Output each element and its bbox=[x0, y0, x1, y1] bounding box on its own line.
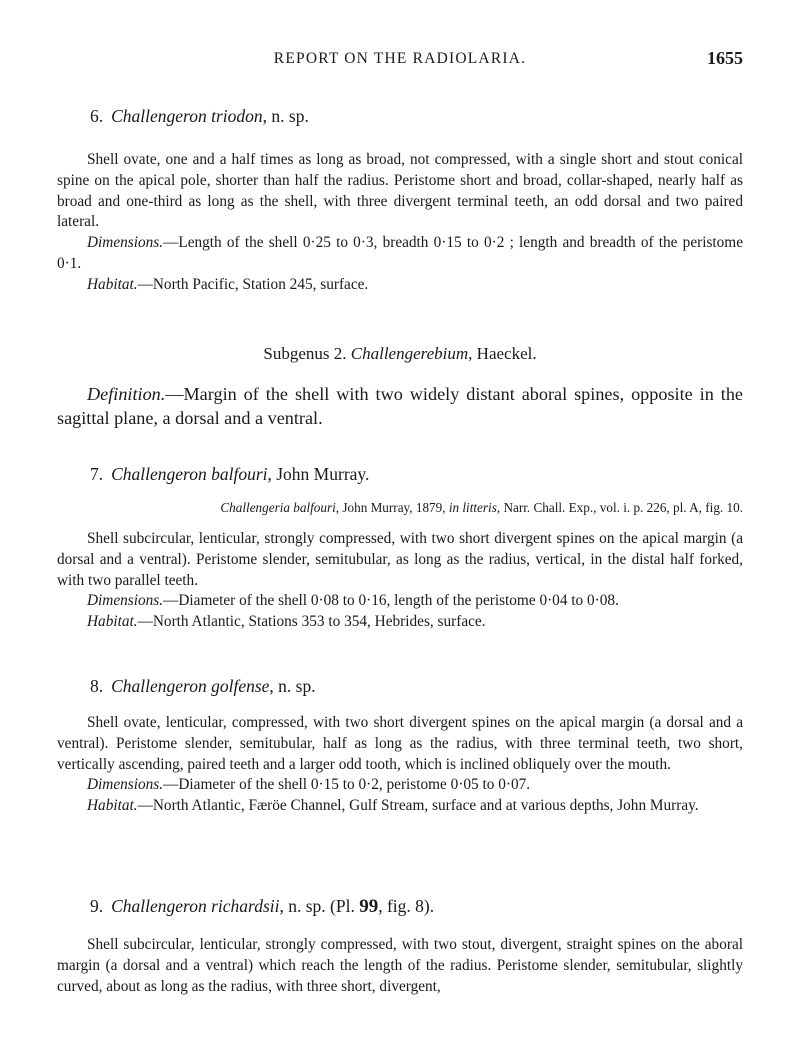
species-9-name: Challengeron richardsii bbox=[111, 896, 280, 916]
running-header bbox=[57, 48, 743, 72]
species-6-name: Challengeron triodon bbox=[111, 106, 263, 126]
subgenus-definition bbox=[57, 382, 743, 430]
species-7-name: Challengeron balfouri bbox=[111, 464, 268, 484]
species-6-description: Shell ovate, one and a half times as long as broad, not compressed, with a single short and stout conical spine on the apical pole, shorter than half the radius. Peristome short and broad, collar-shaped, nearly half as broad and one-third as long as the shell, with three divergent terminal teeth, an odd dorsal and two paired lateral. bbox=[57, 151, 743, 231]
species-8-name: Challengeron golfense bbox=[111, 676, 270, 696]
species-9-description: Shell subcircular, lenticular, strongly compressed, with two stout, divergent, straight spines on the aboral margin (a dorsal and a ventral) which reach the length of the radius. Peristome slender, semitubular, slightly curved, about as long as the radius, with three short, divergent, bbox=[57, 936, 743, 995]
subgenus-name: Challengerebium bbox=[350, 344, 469, 363]
species-6-body bbox=[57, 150, 743, 296]
species-9-heading: 9. Challengeron richardsii, n. sp. (Pl. 99, fig. 8). bbox=[90, 896, 435, 917]
definition-text: —Margin of the shell with two widely distant aboral spines, opposite in the sagittal plane, a dorsal and a ventral. bbox=[57, 384, 743, 428]
species-7-body bbox=[57, 529, 743, 633]
page-number: 1655 bbox=[707, 48, 743, 68]
species-9-body bbox=[57, 935, 743, 997]
definition-label: Definition. bbox=[87, 384, 166, 404]
species-7-description: Shell subcircular, lenticular, strongly compressed, with two short divergent spines on the apical margin (a dorsal and a ventral). Peristome slender, semitubular, as long as the radius, vertical, in the distal half forked, with two parallel teeth. bbox=[57, 530, 743, 589]
species-7-reference: Challengeria balfouri, John Murray, 1879, in litteris, Narr. Chall. Exp., vol. i. p. 226, pl. A, fig. 10. bbox=[220, 500, 743, 515]
species-6-dimensions: Dimensions.—Length of the shell 0·25 to 0·3, breadth 0·15 to 0·2 ; length and breadth of the peristome 0·1. bbox=[57, 234, 743, 272]
plate-number: 99 bbox=[359, 896, 379, 917]
species-8-description: Shell ovate, lenticular, compressed, with two short divergent spines on the apical margin (a dorsal and a ventral). Peristome slender, semitubular, half as long as the radius, with three terminal teeth, two short, vertically ascending, paired teeth and a larger odd tooth, which is inclined obliquely over the mouth. bbox=[57, 714, 743, 773]
species-7-heading: 7. Challengeron balfouri, John Murray. bbox=[90, 464, 370, 484]
species-7-habitat: Habitat.—North Atlantic, Stations 353 to 354, Hebrides, surface. bbox=[87, 613, 486, 631]
species-8-dimensions: Dimensions.—Diameter of the shell 0·15 to 0·2, peristome 0·05 to 0·07. bbox=[87, 776, 531, 794]
species-8-heading: 8. Challengeron golfense, n. sp. bbox=[90, 676, 316, 696]
species-7-dimensions: Dimensions.—Diameter of the shell 0·08 to 0·16, length of the peristome 0·04 to 0·08. bbox=[87, 592, 619, 610]
running-title: REPORT ON THE RADIOLARIA. bbox=[273, 50, 527, 67]
subgenus-heading: Subgenus 2. Challengerebium, Haeckel. bbox=[263, 344, 537, 363]
species-6-habitat: Habitat.—North Pacific, Station 245, surface. bbox=[87, 275, 369, 293]
species-8-habitat: Habitat.—North Atlantic, Færöe Channel, Gulf Stream, surface and at various depths, John Murray. bbox=[87, 797, 699, 815]
species-8-body bbox=[57, 713, 743, 817]
species-6-heading: 6. Challengeron triodon, n. sp. bbox=[90, 106, 309, 126]
